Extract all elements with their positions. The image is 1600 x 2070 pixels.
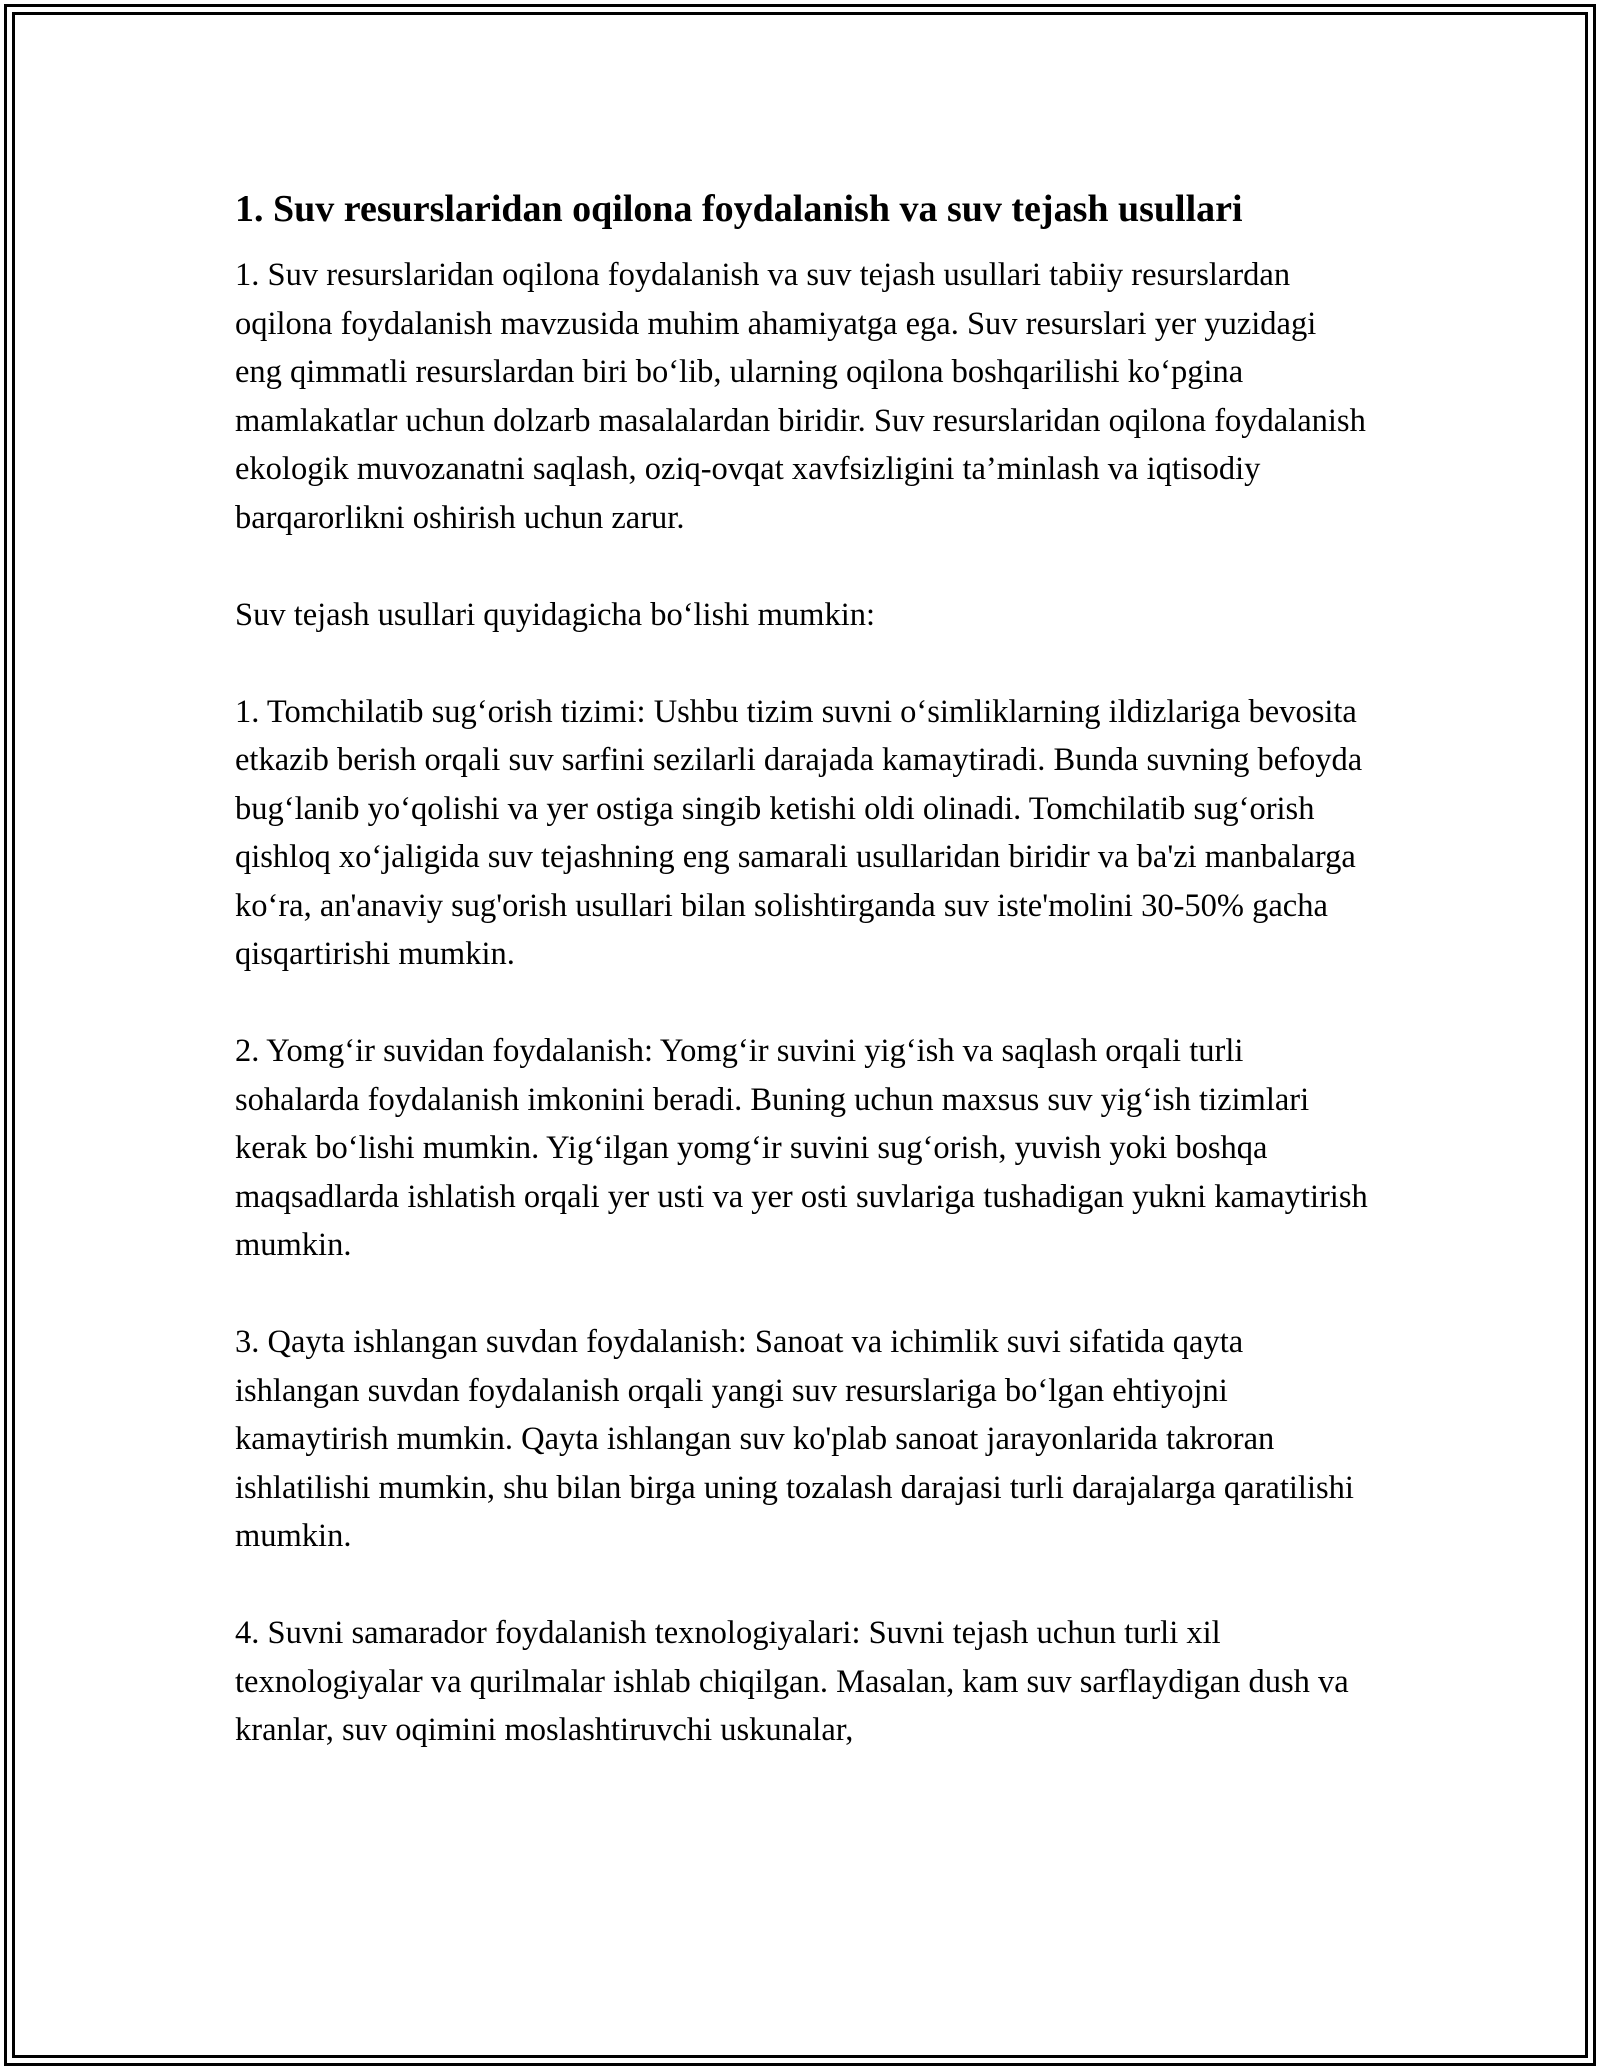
paragraph-spacer xyxy=(235,1561,1370,1610)
paragraph-spacer xyxy=(235,979,1370,1028)
paragraph-spacer xyxy=(235,542,1370,591)
list-item-recycled-water: 3. Qayta ishlangan suvdan foydalanish: Sanoat va ichimlik suvi sifatida qayta ishlangan suvdan foydalanish orqali yangi suv resurslariga bo‘lgan ehtiyojni kamaytirish mumkin. Qayta ishlangan suv ko'plab sanoat jarayonlarida takroran ishlatilishi mumkin, shu bilan birga uning tozalash darajasi turli darajalarga qaratilishi mumkin. xyxy=(235,1324,1354,1554)
paragraph-spacer xyxy=(235,1270,1370,1319)
document-title: 1. Suv resurslaridan oqilona foydalanish va suv tejash usullari xyxy=(235,188,1243,230)
list-item-efficient-technologies: 4. Suvni samarador foydalanish texnologiyalari: Suvni tejash uchun turli xil texnologiyalar va qurilmalar ishlab chiqilgan. Masalan, kam suv sarflaydigan dush va kranlar, suv oqimini moslashtiruvchi uskunalar, xyxy=(235,1615,1349,1748)
intro-paragraph: 1. Suv resurslaridan oqilona foydalanish va suv tejash usullari tabiiy resurslardan oqilona foydalanish mavzusida muhim ahamiyatga ega. Suv resurslari yer yuzidagi eng qimmatli resurslardan biri bo‘lib, ularning oqilona boshqarilishi ko‘pgina mamlakatlar uchun dolzarb masalalardan biridir. Suv resurslaridan oqilona foydalanish ekologik muvozanatni saqlash, oziq-ovqat xavfsizligini ta’minlash va iqtisodiy barqarorlikni oshirish uchun zarur. xyxy=(235,257,1366,536)
document-body xyxy=(235,185,1370,1755)
lead-paragraph: Suv tejash usullari quyidagicha bo‘lishi mumkin: xyxy=(235,596,876,633)
list-item-drip-irrigation: 1. Tomchilatib sug‘orish tizimi: Ushbu tizim suvni o‘simliklarning ildizlariga bevosita etkazib berish orqali suv sarfini sezilarli darajada kamaytiradi. Bunda suvning befoyda bug‘lanib yo‘qolishi va yer ostiga singib ketishi oldi olinadi. Tomchilatib sug‘orish qishloq xo‘jaligida suv tejashning eng samarali usullaridan biridir va ba'zi manbalarga ko‘ra, an'anaviy sug'orish usullari bilan solishtirganda suv iste'molini 30-50% gacha qisqartirishi mumkin. xyxy=(235,693,1363,972)
list-item-rainwater: 2. Yomg‘ir suvidan foydalanish: Yomg‘ir suvini yig‘ish va saqlash orqali turli sohalarda foydalanish imkonini beradi. Buning uchun maxsus suv yig‘ish tizimlari kerak bo‘lishi mumkin. Yig‘ilgan yomg‘ir suvini sug‘orish, yuvish yoki boshqa maqsadlarda ishlatish orqali yer usti va yer osti suvlariga tushadigan yukni kamaytirish mumkin. xyxy=(235,1033,1368,1263)
paragraph-spacer xyxy=(235,639,1370,688)
